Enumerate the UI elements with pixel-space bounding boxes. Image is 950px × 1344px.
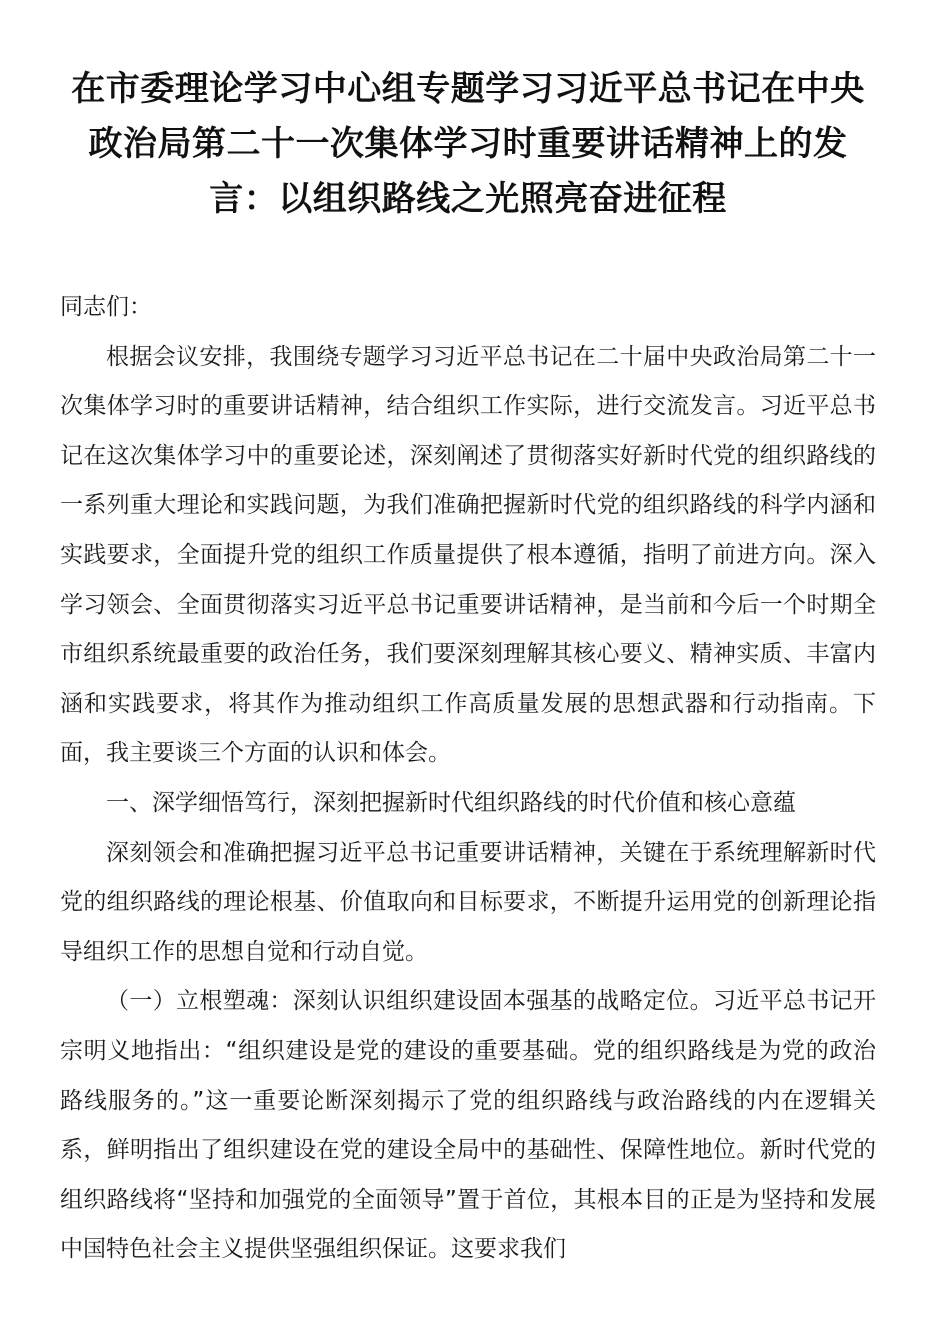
section-1-paragraph: 深刻领会和准确把握习近平总书记重要讲话精神，关键在于系统理解新时代党的组织路线的理论根基、价值取向和目标要求，不断提升运用党的创新理论指导组织工作的思想自觉和行动自觉。 xyxy=(60,839,876,965)
document-body xyxy=(60,283,876,1275)
intro-paragraph: 根据会议安排，我围绕专题学习习近平总书记在二十届中央政治局第二十一次集体学习时的重要讲话精神，结合组织工作实际，进行交流发言。习近平总书记在这次集体学习中的重要论述，深刻阐述了贯彻落实好新时代党的组织路线的一系列重大理论和实践问题，为我们准确把握新时代党的组织路线的科学内涵和实践要求，全面提升党的组织工作质量提供了根本遵循，指明了前进方向。深入学习领会、全面贯彻落实习近平总书记重要讲话精神，是当前和今后一个时期全市组织系统最重要的政治任务，我们要深刻理解其核心要义、精神实质、丰富内涵和实践要求，将其作为推动组织工作高质量发展的思想武器和行动指南。下面，我主要谈三个方面的认识和体会。 xyxy=(60,343,876,767)
subsection-1-paragraph: （一）立根塑魂：深刻认识组织建设固本强基的战略定位。习近平总书记开宗明义地指出：“组织建设是党的建设的重要基础。党的组织路线是为党的政治路线服务的。”这一重要论断深刻揭示了党的组织路线与政治路线的内在逻辑关系，鲜明指出了组织建设在党的建设全局中的基础性、保障性地位。新时代党的组织路线将“坚持和加强党的全面领导”置于首位，其根本目的正是为坚持和发展中国特色社会主义提供坚强组织保证。这要求我们 xyxy=(60,988,876,1263)
document-title: 在市委理论学习中心组专题学习习近平总书记在中央政治局第二十一次集体学习时重要讲话精神上的发言：以组织路线之光照亮奋进征程 xyxy=(71,69,865,219)
section-1-heading: 一、深学细悟笃行，深刻把握新时代组织路线的时代价值和核心意蕴 xyxy=(106,789,796,816)
salutation: 同志们： xyxy=(60,294,152,320)
